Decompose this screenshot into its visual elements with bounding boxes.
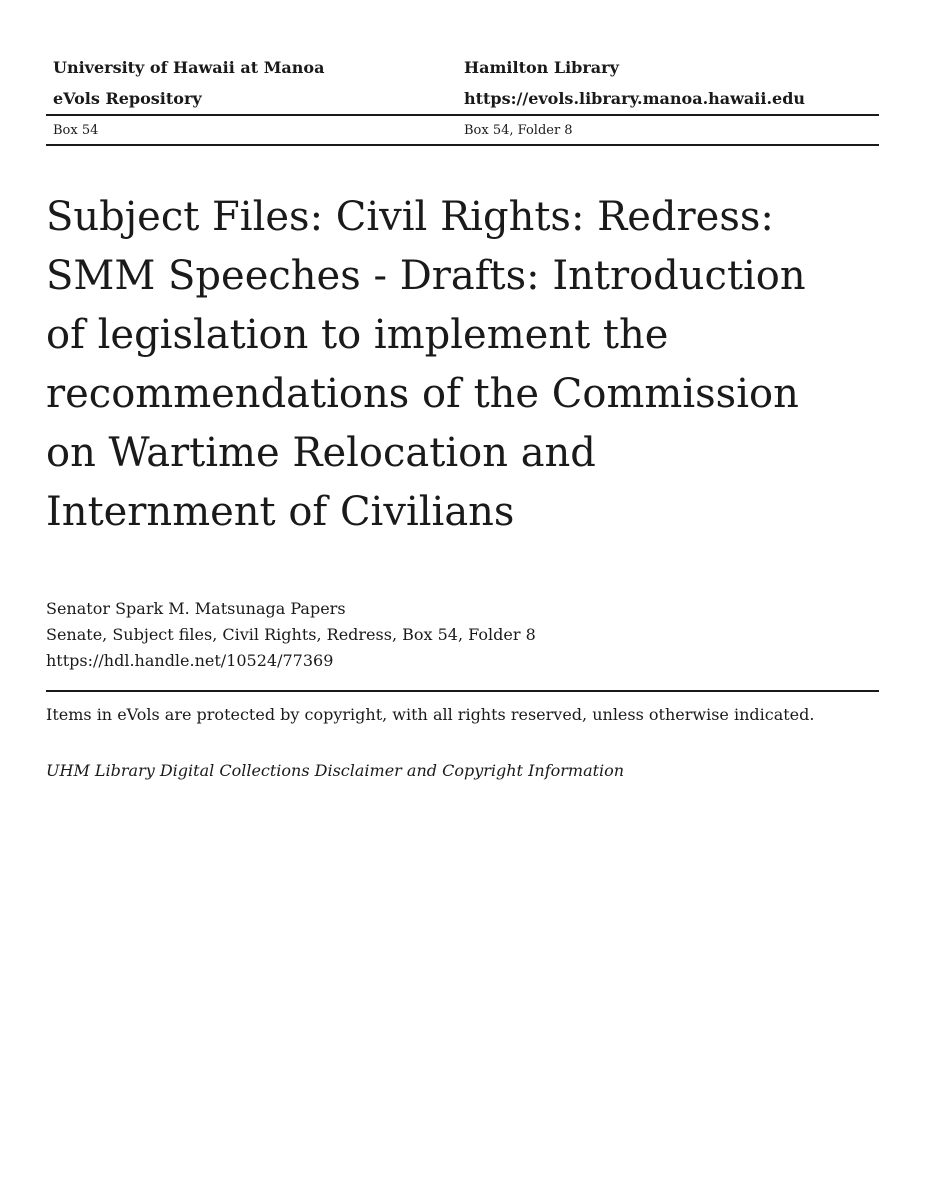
disclaimer-link[interactable]: UHM Library Digital Collections Disclaimer and Copyright Information — [46, 761, 625, 780]
box-label: Box 54 — [53, 122, 99, 138]
library-name: Hamilton Library — [464, 58, 619, 77]
collection-location: Senate, Subject files, Civil Rights, Redress, Box 54, Folder 8 — [46, 625, 536, 644]
header-bottom-divider — [46, 144, 879, 146]
header-row-2 — [46, 83, 879, 114]
institution-name: University of Hawaii at Manoa — [53, 58, 325, 77]
box-folder-label: Box 54, Folder 8 — [464, 122, 573, 138]
header-row-3 — [46, 116, 879, 144]
section-divider — [46, 690, 879, 692]
handle-link[interactable]: https://hdl.handle.net/10524/77369 — [46, 651, 334, 670]
rights-statement: Items in eVols are protected by copyright, with all rights reserved, unless otherwise indicated. — [46, 705, 815, 724]
document-header — [46, 52, 879, 146]
repository-name: eVols Repository — [53, 89, 202, 108]
header-row-1 — [46, 52, 879, 83]
document-title: Subject Files: Civil Rights: Redress: SMM Speeches - Drafts: Introduction of legislation to implement the recommendations of the Commission on Wartime Relocation and Internment of Civilians — [46, 194, 806, 535]
collection-name: Senator Spark M. Matsunaga Papers — [46, 599, 346, 618]
repository-url-link[interactable]: https://evols.library.manoa.hawaii.edu — [464, 89, 806, 108]
document-metadata — [46, 596, 536, 674]
